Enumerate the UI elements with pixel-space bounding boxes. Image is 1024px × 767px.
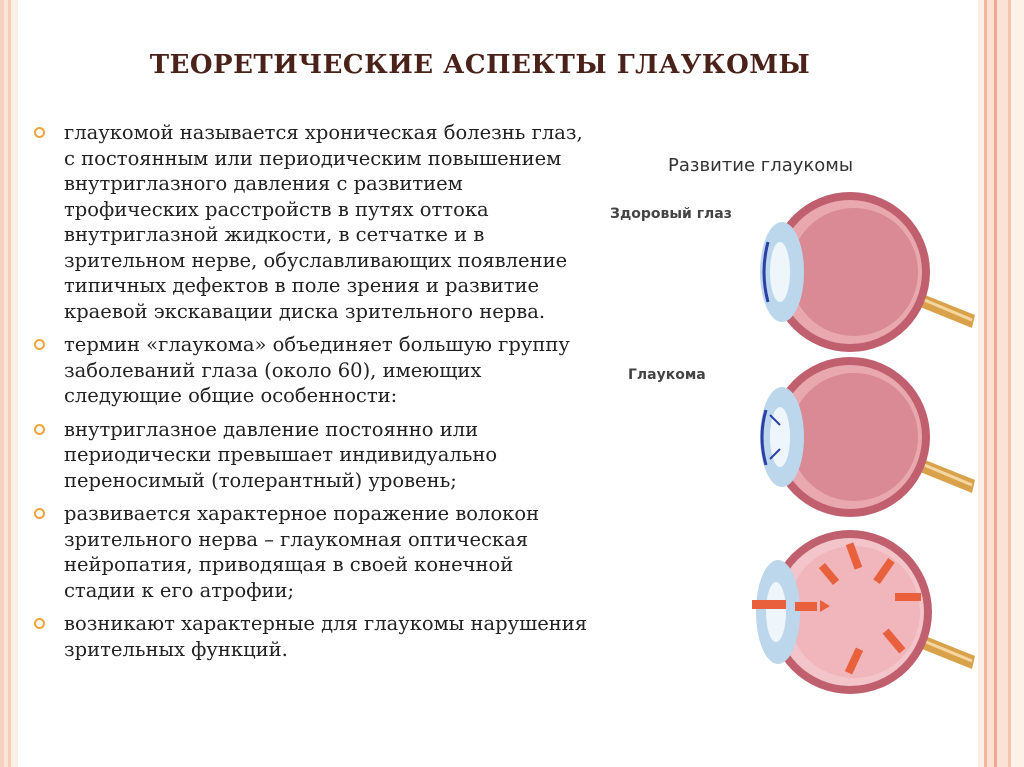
right-frame-decoration bbox=[978, 0, 1024, 767]
bullet-icon bbox=[34, 424, 45, 435]
bullet-text: внутриглазное давление постоянно или периодически превышает индивидуально переносимый (толерантный) уровень; bbox=[64, 417, 498, 492]
healthy-eye-illustration bbox=[740, 190, 980, 360]
figure-title: Развитие глаукомы bbox=[668, 155, 854, 176]
bullet-item bbox=[30, 611, 590, 662]
healthy-eye-label: Здоровый глаз bbox=[610, 206, 732, 222]
left-frame-decoration bbox=[0, 0, 18, 767]
glaucoma-eye-illustration bbox=[740, 355, 980, 525]
bullet-text: возникают характерные для глаукомы нарушения зрительных функций. bbox=[64, 612, 588, 661]
bullet-text: глаукомой называется хроническая болезнь глаз, с постоянным или периодическим повышением внутриглазного давления с развитием трофических расстройств в путях оттока внутриглазной жидкости, в сетчатке и в зрительном нерве, обуславливающих появление типичных дефектов в поле зрения и развитие краевой экскавации диска зрительного нерва. bbox=[64, 121, 583, 323]
advanced-glaucoma-eye-illustration bbox=[740, 528, 980, 703]
bullet-item bbox=[30, 501, 590, 603]
bullet-icon bbox=[34, 339, 45, 350]
bullet-item bbox=[30, 120, 590, 324]
bullet-text: термин «глаукома» объединяет большую группу заболеваний глаза (около 60), имеющих следующие общие особенности: bbox=[64, 333, 570, 407]
bullet-item bbox=[30, 332, 590, 409]
bullet-text: развивается характерное поражение волокон зрительного нерва – глаукомная оптическая нейропатия, приводящая в своей конечной стадии к его атрофии; bbox=[64, 502, 540, 602]
bullet-list bbox=[30, 120, 590, 670]
slide-title: ТЕОРЕТИЧЕСКИЕ АСПЕКТЫ ГЛАУКОМЫ bbox=[149, 50, 811, 80]
bullet-icon bbox=[34, 618, 45, 629]
bullet-item bbox=[30, 417, 590, 494]
glaucoma-eye-label: Глаукома bbox=[628, 367, 706, 383]
bullet-icon bbox=[34, 508, 45, 519]
bullet-icon bbox=[34, 127, 45, 138]
